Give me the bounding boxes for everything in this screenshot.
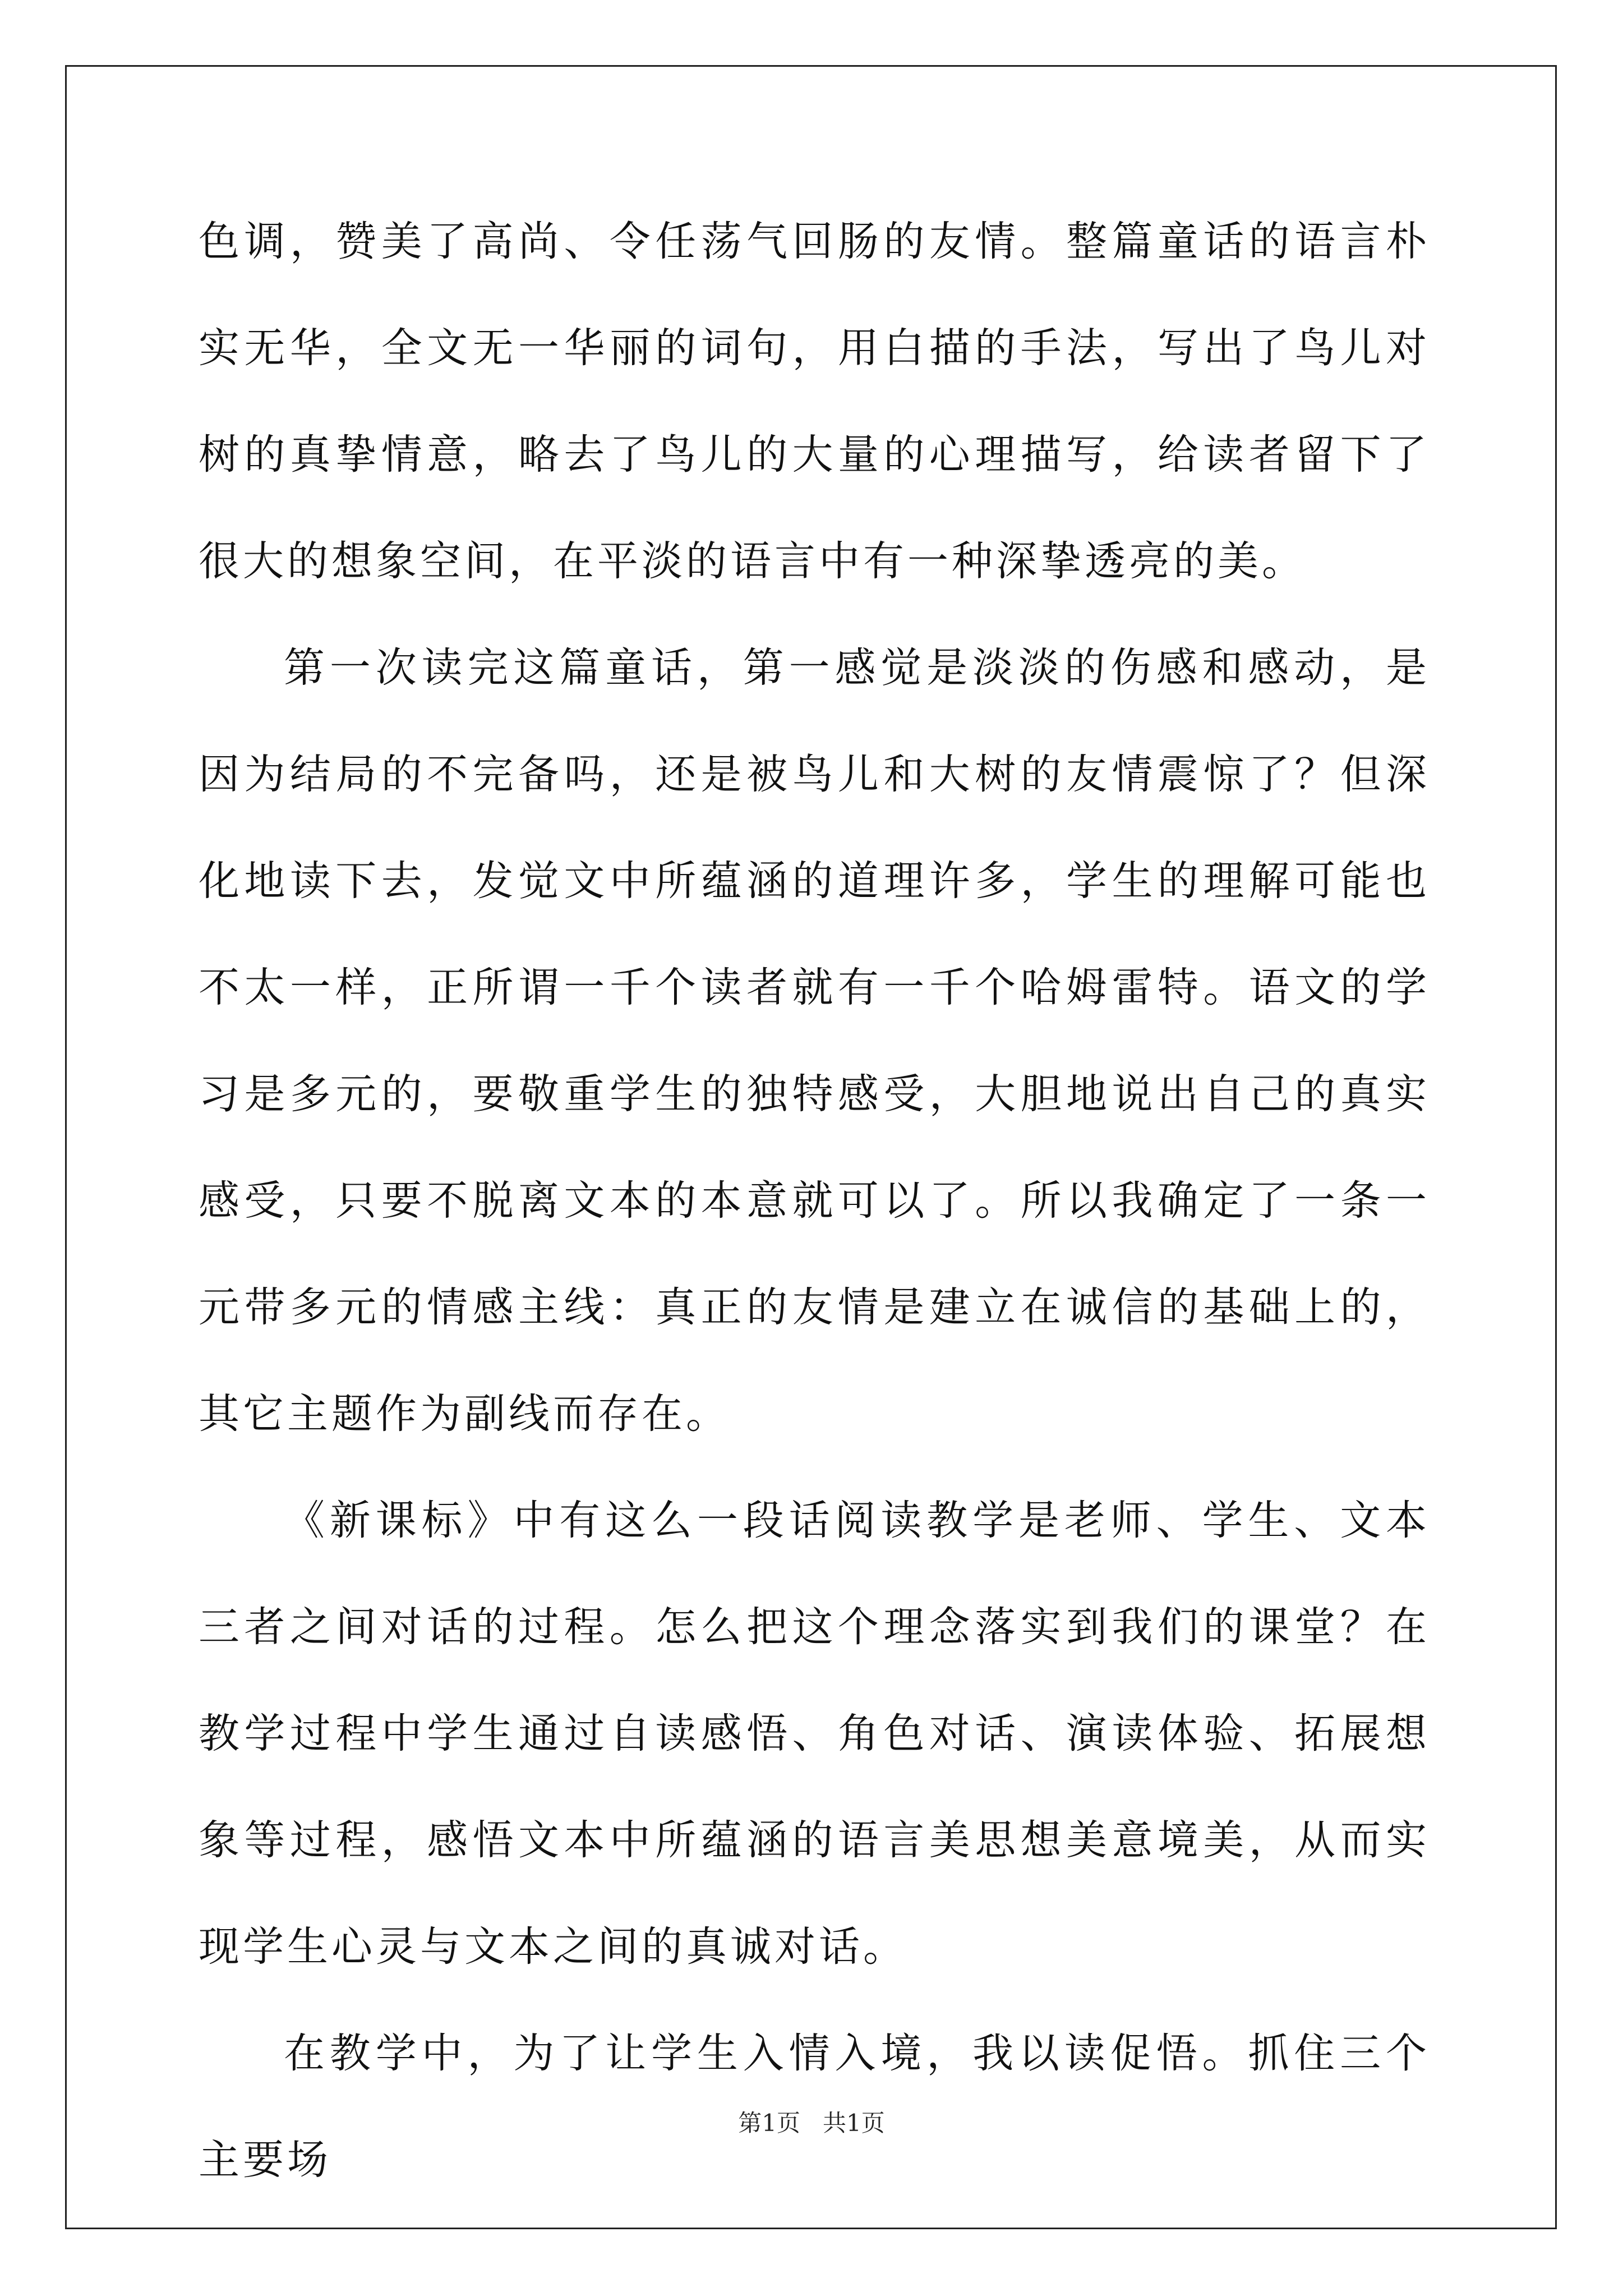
paragraph: 色调，赞美了高尚、令任荡气回肠的友情。整篇童话的语言朴实无华，全文无一华丽的词句，用白描的手法，写出了鸟儿对树的真挚情意，略去了鸟儿的大量的心理描写，给读者留下了很大的想象空间，在平淡的语言中有一种深挚透亮的美。 — [199, 218, 1430, 585]
page-number-footer: 第1页 共1页 — [738, 2109, 885, 2137]
paragraph: 《新课标》中有这么一段话阅读教学是老师、学生、文本三者之间对话的过程。怎么把这个理念落实到我们的课堂？在教学过程中学生通过自读感悟、角色对话、演读体验、拓展想象等过程，感悟文本中所蕴涵的语言美思想美意境美，从而实现学生心灵与文本之间的真诚对话。 — [199, 1497, 1430, 1971]
document-body — [199, 188, 1430, 2214]
paragraph: 在教学中，为了让学生入情入境，我以读促悟。抓住三个主要场 — [199, 2030, 1430, 2184]
paragraph: 第一次读完这篇童话，第一感觉是淡淡的伤感和感动，是因为结局的不完备吗，还是被鸟儿和大树的友情震惊了？但深化地读下去，发觉文中所蕴涵的道理许多，学生的理解可能也不太一样，正所谓一千个读者就有一千个哈姆雷特。语文的学习是多元的，要敬重学生的独特感受，大胆地说出自己的真实感受，只要不脱离文本的本意就可以了。所以我确定了一条一元带多元的情感主线：真正的友情是建立在诚信的基础上的，其它主题作为副线而存在。 — [199, 644, 1430, 1438]
